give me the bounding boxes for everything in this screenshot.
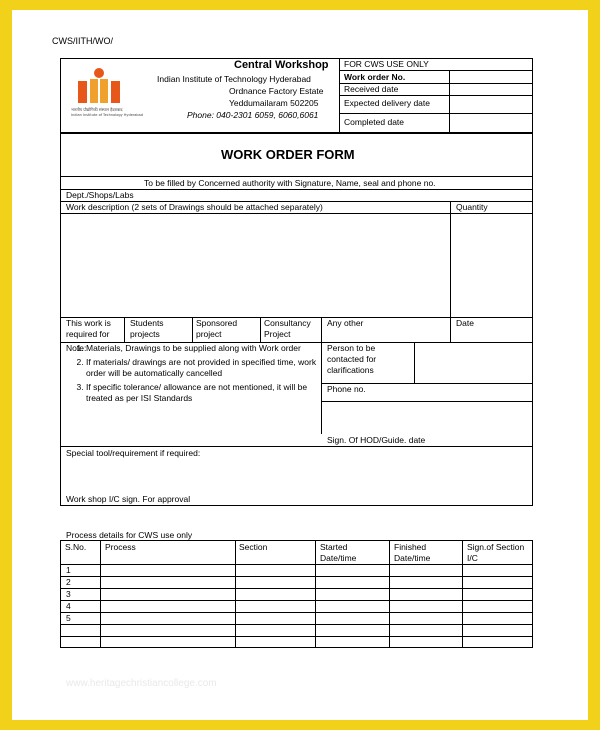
- phone-no-label: Phone no.: [327, 384, 366, 394]
- work-description-label: Work description (2 sets of Drawings should be attached separately): [66, 202, 323, 212]
- work-description-field[interactable]: [61, 214, 449, 316]
- work-order-no-label: Work order No.: [344, 72, 406, 82]
- option-any-other[interactable]: Any other: [327, 318, 364, 328]
- iith-logo: [70, 66, 144, 118]
- col-header-section: Section: [239, 542, 268, 552]
- org-line1: Indian Institute of Technology Hyderabad: [157, 74, 311, 84]
- dept-label: Dept./Shops/Labs: [66, 190, 134, 200]
- table-row-number: 3: [66, 589, 71, 599]
- special-tool-label: Special tool/requirement if required:: [66, 448, 201, 458]
- form-title: WORK ORDER FORM: [221, 147, 355, 162]
- table-row-number: 5: [66, 613, 71, 623]
- received-date-label: Received date: [344, 84, 399, 94]
- form-reference: CWS/IITH/WO/: [52, 36, 113, 46]
- col-header-started: Started Date/time: [320, 542, 357, 563]
- watermark: www.heritagechristiancollege.com: [66, 678, 217, 689]
- process-table-title: Process details for CWS use only: [66, 530, 193, 540]
- org-line2: Ordnance Factory Estate: [229, 86, 324, 96]
- table-row-number: 1: [66, 565, 71, 575]
- cws-use-title: FOR CWS USE ONLY: [344, 59, 429, 69]
- table-row-number: 4: [66, 601, 71, 611]
- special-tool-field[interactable]: [61, 460, 532, 492]
- org-line3: Yeddumailaram 502205: [229, 98, 319, 108]
- note-item: 1. Materials, Drawings to be supplied along with Work order: [86, 343, 326, 355]
- svg-text:भारतीय प्रौद्योगिकी संस्थान है: भारतीय प्रौद्योगिकी संस्थान हैदराबाद: [71, 107, 123, 112]
- contact-person-field[interactable]: [415, 343, 532, 382]
- date-label: Date: [456, 318, 474, 328]
- required-for-label: This work is required for: [66, 318, 111, 339]
- workshop-ic-sign-label: Work shop I/C sign. For approval: [66, 494, 191, 504]
- note-label: Note:: [66, 343, 87, 353]
- note-item: 2. If materials/ drawings are not provided in specified time, work order will be automatically cancelled: [86, 357, 326, 380]
- org-title: Central Workshop: [234, 59, 329, 71]
- option-students-projects[interactable]: Students projects: [130, 318, 164, 339]
- note-item: 3. If specific tolerance/ allowance are not mentioned, it will be treated as per ISI Standards: [86, 382, 326, 405]
- contact-person-label: Person to be contacted for clarifications: [327, 343, 377, 375]
- col-header-sign: Sign.of Section I/C: [467, 542, 525, 563]
- completed-date-label: Completed date: [344, 117, 405, 127]
- expected-delivery-label: Expected delivery date: [344, 98, 430, 108]
- col-header-process: Process: [105, 542, 136, 552]
- quantity-label: Quantity: [456, 202, 488, 212]
- org-phone: Phone: 040-2301 6059, 6060,6061: [187, 110, 319, 120]
- table-row-number: 2: [66, 577, 71, 587]
- svg-text:Indian Institute of Technology: Indian Institute of Technology Hyderabad: [71, 113, 144, 117]
- option-consultancy-project[interactable]: Consultancy Project: [264, 318, 311, 339]
- option-sponsored-project[interactable]: Sponsored project: [196, 318, 238, 339]
- instruction-text: To be filled by Concerned authority with Signature, Name, seal and phone no.: [144, 178, 436, 188]
- col-header-sno: S.No.: [65, 542, 87, 552]
- col-header-finished: Finished Date/time: [394, 542, 431, 563]
- quantity-field[interactable]: [451, 214, 532, 316]
- notes-list: [68, 343, 326, 407]
- hod-sign-label: Sign. Of HOD/Guide. date: [327, 435, 426, 445]
